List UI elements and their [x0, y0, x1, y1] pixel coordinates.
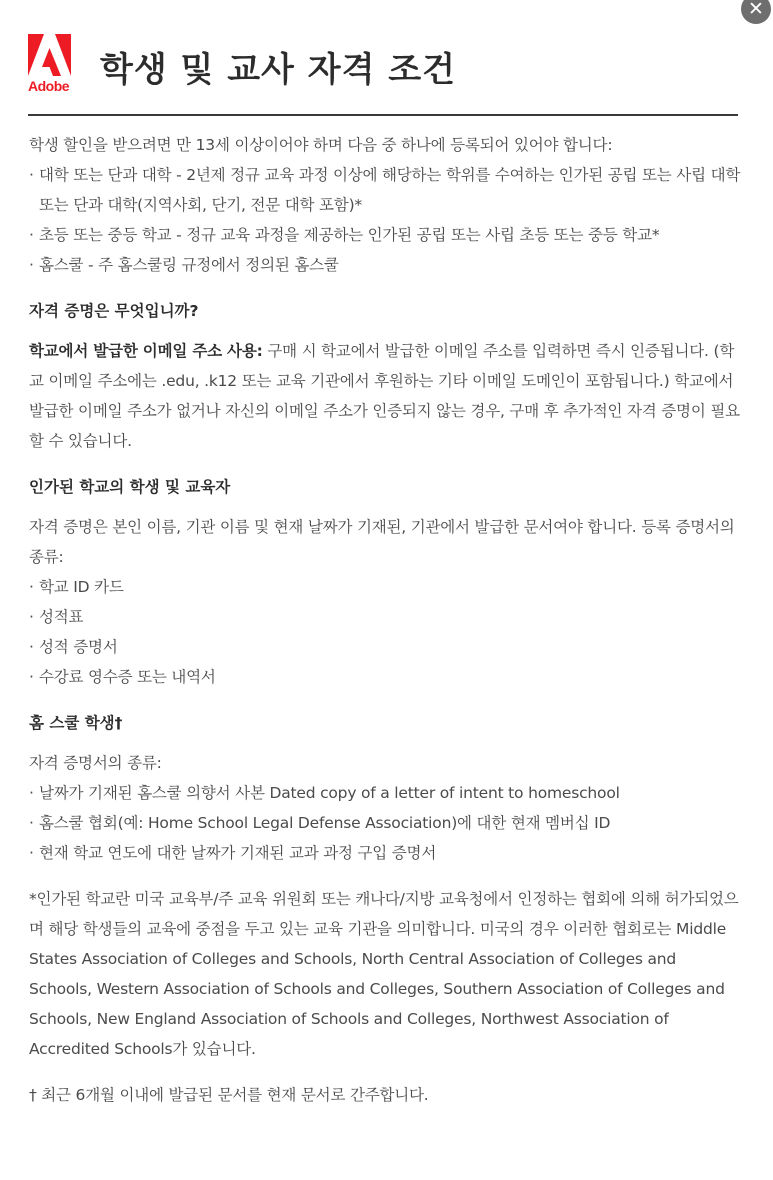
- page-title: 학생 및 교사 자격 조건: [100, 50, 456, 90]
- close-button[interactable]: [741, 0, 771, 24]
- proof-lead-bold: 학교에서 발급한 이메일 주소 사용:: [29, 342, 263, 360]
- accredited-heading: 인가된 학교의 학생 및 교육자: [29, 478, 231, 496]
- list-item: · 홈스쿨 - 주 홈스쿨링 규정에서 정의된 홈스쿨: [29, 250, 741, 280]
- homeschool-intro: 자격 증명서의 종류:: [29, 754, 162, 772]
- proof-heading: 자격 증명은 무엇입니까?: [29, 302, 199, 320]
- accredited-intro: 자격 증명은 본인 이름, 기관 이름 및 현재 날짜가 기재된, 기관에서 발급한 문서여야 합니다. 등록 증명서의 종류:: [29, 518, 735, 566]
- list-item: · 학교 ID 카드: [29, 572, 741, 602]
- adobe-logo-icon: [28, 34, 71, 76]
- list-item: · 홈스쿨 협회(예: Home School Legal Defense Association)에 대한 현재 멤버십 ID: [29, 808, 741, 838]
- list-item: · 초등 또는 중등 학교 - 정규 교육 과정을 제공하는 인가된 공립 또는 사립 초등 또는 중등 학교*: [29, 220, 741, 250]
- list-item: · 수강료 영수증 또는 내역서: [29, 662, 741, 692]
- list-item: · 현재 학교 연도에 대한 날짜가 기재된 교과 과정 구입 증명서: [29, 838, 741, 868]
- list-item: · 성적 증명서: [29, 632, 741, 662]
- adobe-logo-text: Adobe: [28, 78, 70, 94]
- homeschool-list: [29, 778, 741, 868]
- list-item: · 대학 또는 단과 대학 - 2년제 정규 교육 과정 이상에 해당하는 학위를 수여하는 인가된 공립 또는 사립 대학 또는 단과 대학(지역사회, 단기, 전문 대학 포함)*: [29, 160, 741, 220]
- homeschool-heading: 홈 스쿨 학생†: [29, 714, 123, 732]
- eligibility-list: [29, 160, 741, 280]
- dagger-footnote: † 최근 6개월 이내에 발급된 문서를 현재 문서로 간주합니다.: [29, 1086, 429, 1104]
- proof-lead-text: 구매 시 학교에서 발급한 이메일 주소를 입력하면 즉시 인증됩니다. (학교 이메일 주소에는 .edu, .k12 또는 교육 기관에서 후원하는 기타 이메일 도메인이 포함됩니다.) 학교에서 발급한 이메일 주소가 없거나 자신의 이메일 주소가 인증되지 않는 경우, 구매 후 추가적인 자격 증명이 필요할 수 있습니다.: [29, 342, 740, 450]
- accredited-list: [29, 572, 741, 692]
- list-item: · 성적표: [29, 602, 741, 632]
- adobe-logo: [28, 34, 71, 96]
- close-icon: ✕: [748, 0, 764, 20]
- proof-text: [29, 336, 741, 456]
- intro-text: 학생 할인을 받으려면 만 13세 이상이어야 하며 다음 중 하나에 등록되어 있어야 합니다:: [29, 136, 613, 154]
- list-item: · 날짜가 기재된 홈스쿨 의향서 사본 Dated copy of a letter of intent to homeschool: [29, 778, 741, 808]
- modal-header: [28, 32, 738, 116]
- modal-content: [29, 130, 741, 1110]
- accredited-footnote: *인가된 학교란 미국 교육부/주 교육 위원회 또는 캐나다/지방 교육청에서 인정하는 협회에 의해 허가되었으며 해당 학생들의 교육에 중점을 두고 있는 교육 기관을 의미합니다. 미국의 경우 이러한 협회로는 Middle States Association of Colleges and Schools, North Central Association of Colleges and Schools, Western Association of Schools and Colleges, Southern Association of Colleges and Schools, New England Association of Schools and Colleges, Northwest Association of Accredited Schools가 있습니다.: [29, 890, 739, 1058]
